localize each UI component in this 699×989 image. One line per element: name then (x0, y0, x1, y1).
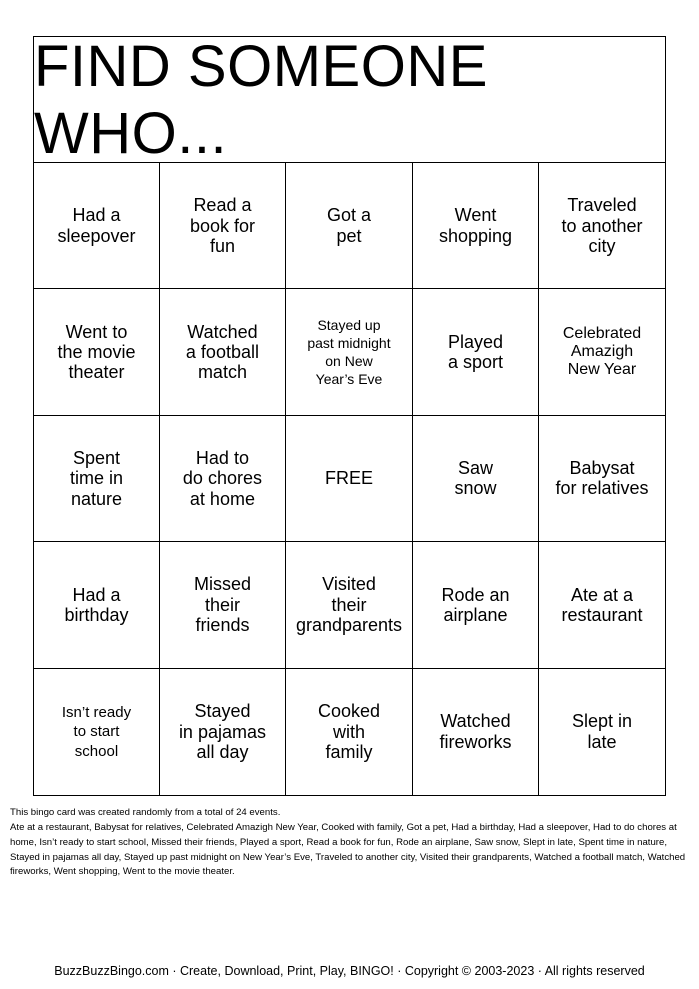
free-space-label: FREE (324, 468, 373, 489)
bingo-cell-1-3 (286, 163, 413, 289)
bingo-cell-1-5 (539, 163, 665, 289)
bingo-cell-free (286, 416, 413, 542)
bingo-cell-2-2 (160, 289, 286, 415)
bingo-cell-2-1 (34, 289, 160, 415)
cell-label: Went shopping (438, 205, 513, 246)
cell-label: Watched fireworks (439, 711, 512, 752)
bingo-cell-3-4 (413, 416, 539, 542)
bingo-cell-4-5 (539, 542, 665, 668)
cell-label: Got a pet (326, 205, 371, 246)
bingo-grid (34, 163, 665, 795)
cell-label: Watched a football match (185, 321, 259, 383)
bingo-cell-3-1 (34, 416, 160, 542)
cell-label: Ate at a restaurant (561, 584, 643, 625)
footnote-events: Ate at a restaurant, Babysat for relatives, Celebrated Amazigh New Year, Cooked with family, Got a pet, Had a birthday, Had a sleepover, Had to do chores at home, Isn’t ready to start school, Missed their friends, Played a sport, Read a book for fun, Rode an airplane, Saw snow, Slept in late, Spent time in nature, Stayed in pajamas all day, Stayed up past midnight on New Year’s Eve, Traveled to another city, Visited their grandparents, Watched a football match, Watched fireworks, Went shopping, Went to the movie theater. (10, 821, 686, 878)
cell-label: Slept in late (571, 711, 633, 752)
bingo-cell-3-5 (539, 416, 665, 542)
cell-label: Read a book for fun (189, 195, 255, 256)
cell-label: Spent time in nature (69, 448, 123, 509)
bingo-cell-5-5 (539, 669, 665, 795)
cell-label: Cooked with family (317, 701, 381, 762)
bingo-cell-2-4 (413, 289, 539, 415)
bingo-cell-4-2 (160, 542, 286, 668)
cell-label: Visited their grandparents (295, 574, 403, 636)
bingo-cell-2-5 (539, 289, 665, 415)
cell-label: Isn’t ready to start school (61, 703, 132, 760)
cell-label: Babysat for relatives (555, 458, 649, 499)
card-title: FIND SOMEONE WHO... (34, 37, 665, 163)
bingo-cell-1-1 (34, 163, 160, 289)
cell-label: Traveled to another city (561, 195, 643, 256)
cell-label: Rode an airplane (441, 584, 510, 625)
site-footer: BuzzBuzzBingo.com · Create, Download, Print, Play, BINGO! · Copyright © 2003-2023 · All rights reserved (54, 964, 645, 978)
bingo-cell-4-4 (413, 542, 539, 668)
cell-label: Saw snow (454, 458, 497, 499)
cell-label: Stayed up past midnight on New Year’s Eve (307, 316, 391, 388)
bingo-cell-5-2 (160, 669, 286, 795)
cell-label: Played a sport (448, 331, 504, 373)
event-list-note (10, 806, 690, 880)
bingo-cell-1-2 (160, 163, 286, 289)
bingo-cell-1-4 (413, 163, 539, 289)
cell-label: Celebrated Amazigh New Year (562, 324, 642, 379)
bingo-cell-5-1 (34, 669, 160, 795)
cell-label: Had to do chores at home (182, 448, 262, 509)
footnote-intro: This bingo card was created randomly from a total of 24 events. (10, 807, 281, 818)
cell-label: Went to the movie theater (57, 321, 136, 383)
bingo-cell-5-3 (286, 669, 413, 795)
bingo-cell-5-4 (413, 669, 539, 795)
bingo-cell-4-3 (286, 542, 413, 668)
bingo-card (33, 33, 666, 796)
cell-label: Missed their friends (193, 574, 251, 636)
cell-label: Had a birthday (64, 584, 129, 625)
bingo-cell-2-3 (286, 289, 413, 415)
cell-label: Had a sleepover (57, 205, 136, 246)
bingo-cell-4-1 (34, 542, 160, 668)
bingo-cell-3-2 (160, 416, 286, 542)
cell-label: Stayed in pajamas all day (178, 701, 266, 762)
